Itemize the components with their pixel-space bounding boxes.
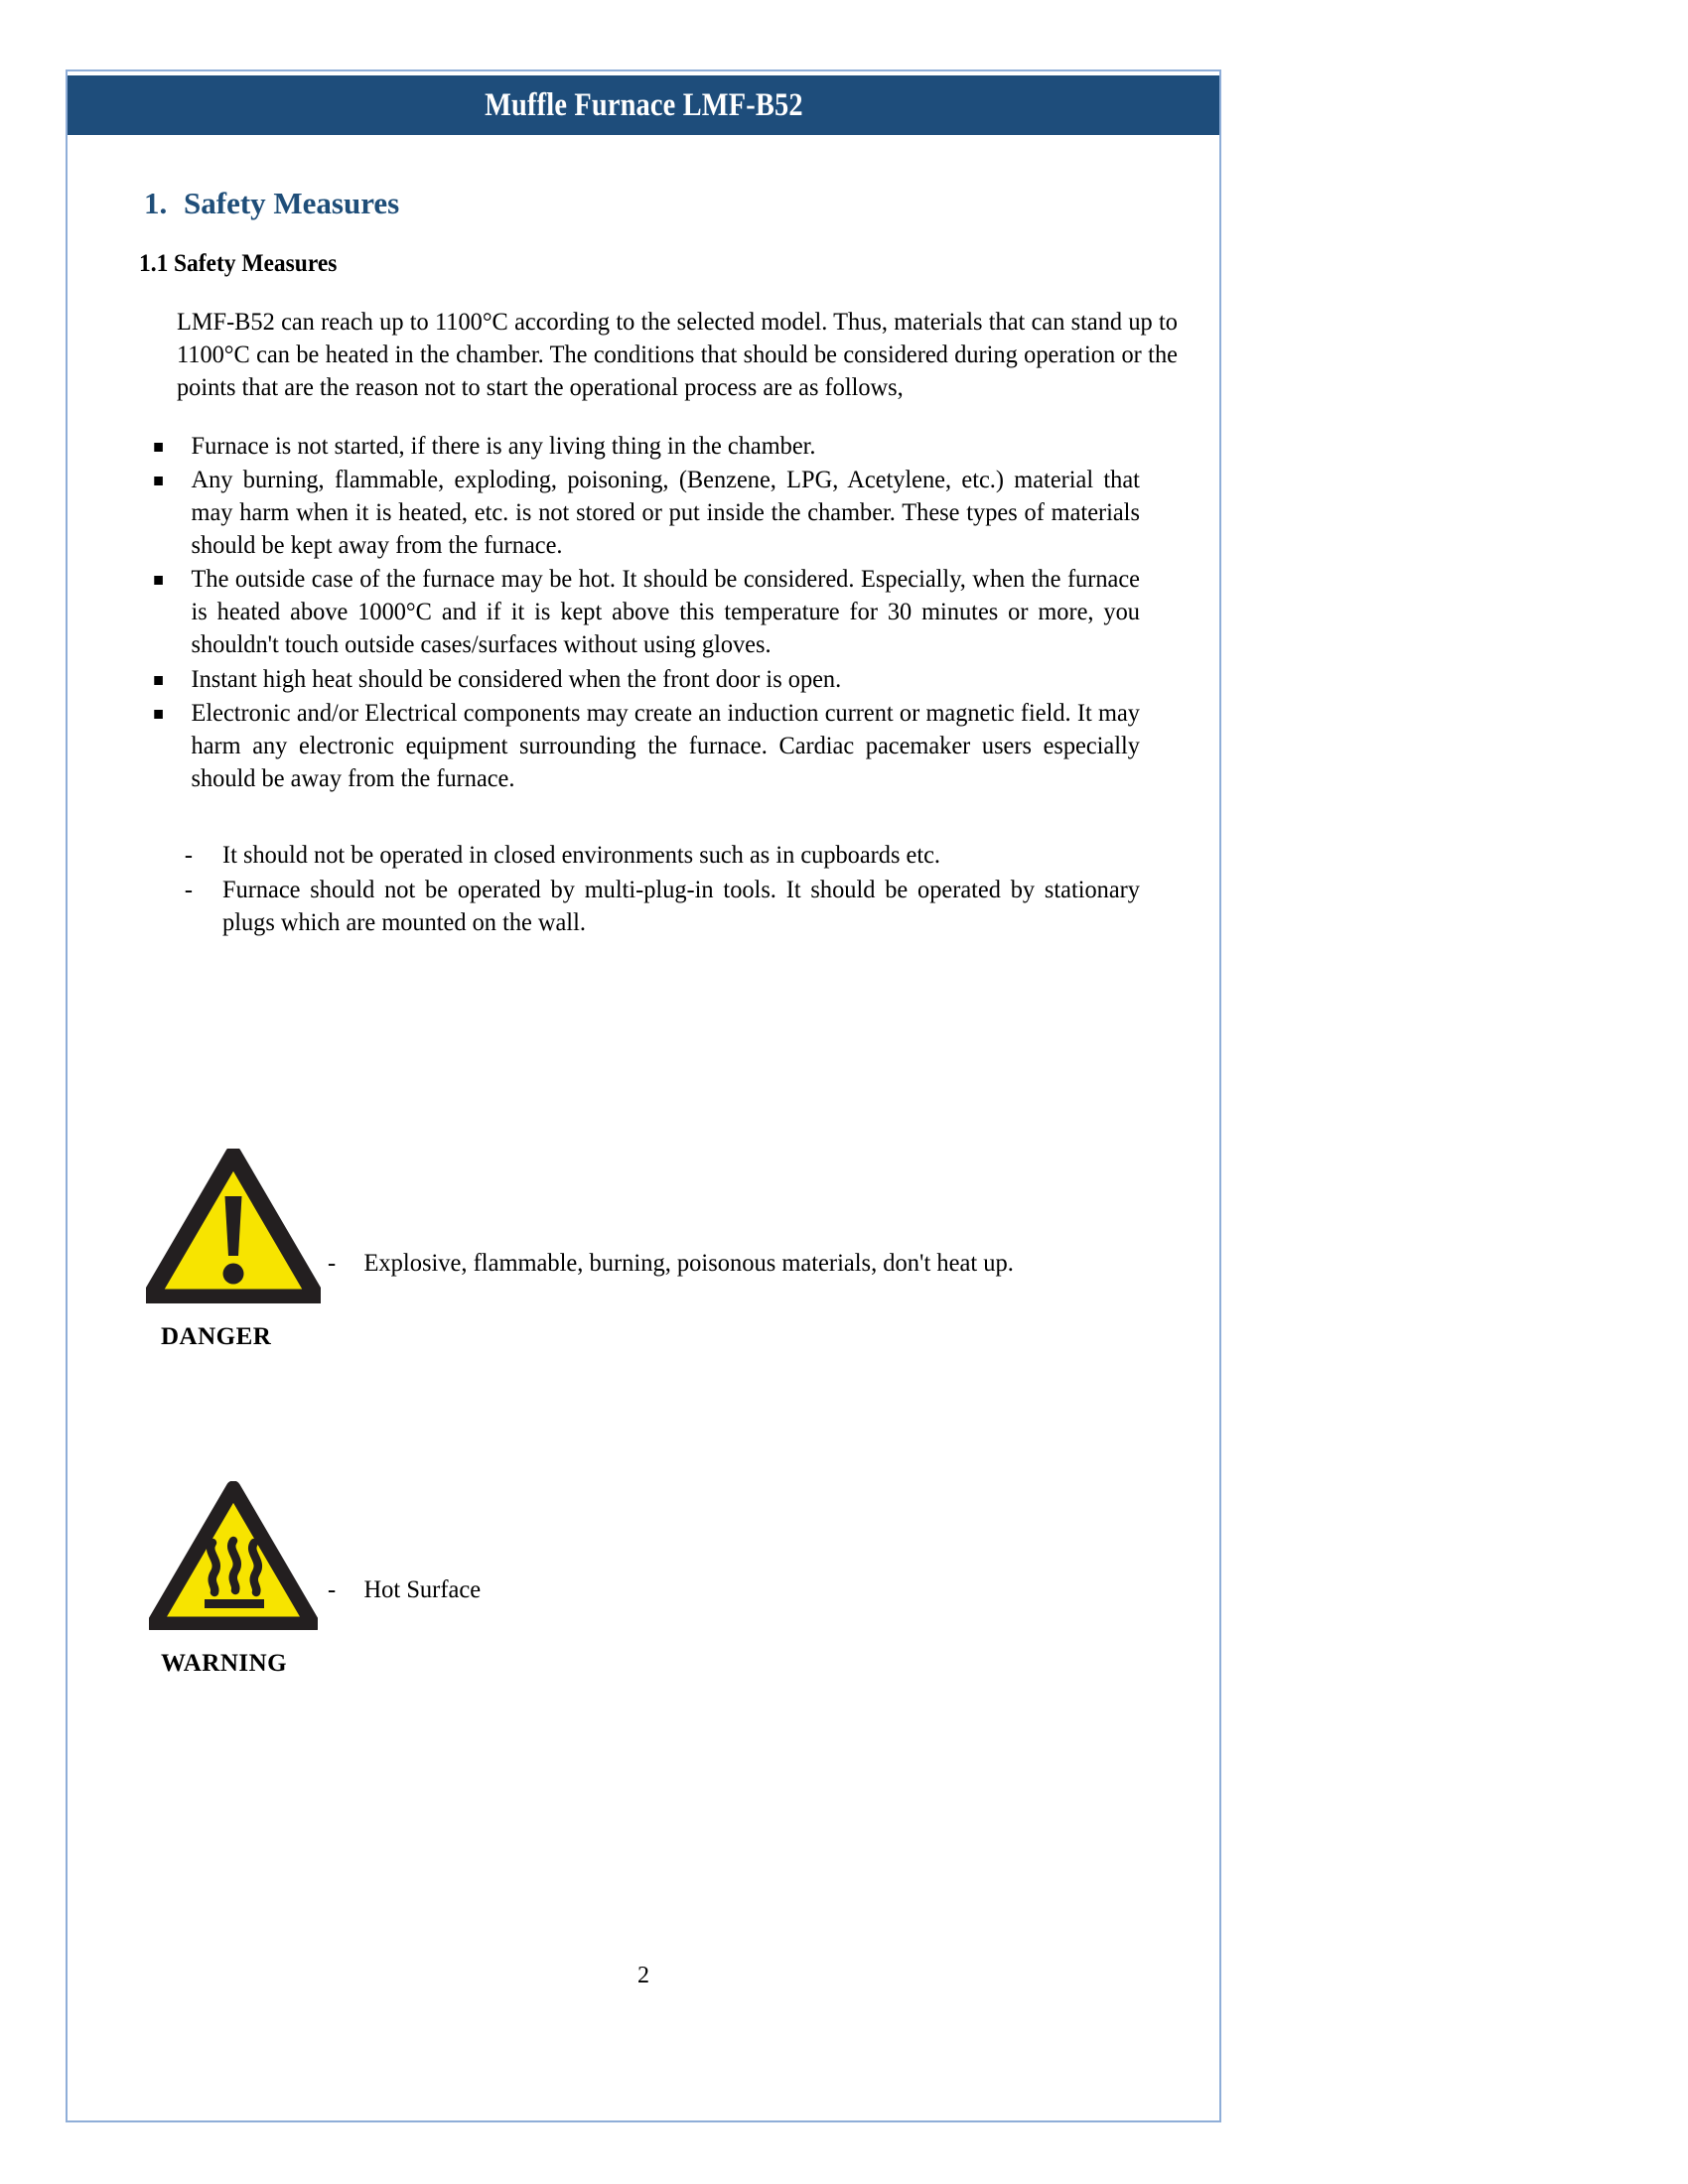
page-number: 2 — [637, 1963, 649, 1988]
list-item: Electronic and/or Electrical components may create an induction current or magnetic field. It may harm any electronic equipment surrounding the furnace. Cardiac pacemaker users especially should be away from the furnace. — [139, 696, 1140, 794]
warning-caption — [328, 1574, 481, 1630]
danger-pictogram-block — [139, 1149, 1043, 1351]
safety-bullet-list — [139, 429, 1142, 795]
warning-pictogram-block — [139, 1481, 488, 1678]
body-content — [139, 246, 1178, 939]
subsection-title: Safety Measures — [173, 248, 338, 277]
list-item: Instant high heat should be considered when the front door is open. — [139, 662, 1140, 695]
warning-caption-text: Hot Surface — [363, 1574, 482, 1603]
warning-label: WARNING — [161, 1650, 288, 1677]
danger-exclamation-triangle-icon — [139, 1149, 328, 1303]
danger-label: DANGER — [161, 1323, 272, 1350]
list-item: - Furnace should not be operated by multi-plug-in tools. It should be operated by stationary plugs which are mounted on the wall. — [139, 873, 1140, 938]
subsection-heading — [139, 246, 1145, 279]
document-title: Muffle Furnace LMF-B52 — [484, 86, 803, 123]
danger-row — [139, 1149, 1043, 1303]
list-item: Furnace is not started, if there is any living thing in the chamber. — [139, 429, 1140, 462]
section-title: Safety Measures — [184, 186, 400, 220]
danger-caption-text: Explosive, flammable, burning, poisonous materials, don't heat up. — [363, 1248, 1014, 1277]
hot-surface-triangle-icon — [139, 1481, 328, 1630]
section-heading — [144, 186, 399, 221]
list-item: - It should not be operated in closed environments such as in cupboards etc. — [139, 838, 1140, 871]
document-header-bar — [68, 75, 1219, 135]
operation-dash-list — [139, 838, 1142, 938]
warning-dash: - — [328, 1574, 337, 1603]
list-item: Any burning, flammable, exploding, poisoning, (Benzene, LPG, Acetylene, etc.) material that may harm when it is heated, etc. is not stored or put inside the chamber. These types of materials should be kept away from the furnace. — [139, 463, 1140, 561]
section-number: 1. — [144, 186, 168, 220]
list-item: The outside case of the furnace may be hot. It should be considered. Especially, when the furnace is heated above 1000°C and if it is kept above this temperature for 30 minutes or more, you shouldn't touch outside cases/surfaces without using gloves. — [139, 562, 1140, 660]
warning-row — [139, 1481, 488, 1630]
intro-paragraph: LMF-B52 can reach up to 1100°C according to the selected model. Thus, materials that can stand up to 1100°C can be heated in the chamber. The conditions that should be considered during operation or the points that are the reason not to start the operational process are as follows, — [177, 306, 1178, 401]
subsection-number: 1.1 — [139, 248, 169, 277]
danger-caption — [328, 1248, 1014, 1303]
document-page — [66, 69, 1221, 2122]
danger-dash: - — [328, 1248, 337, 1277]
